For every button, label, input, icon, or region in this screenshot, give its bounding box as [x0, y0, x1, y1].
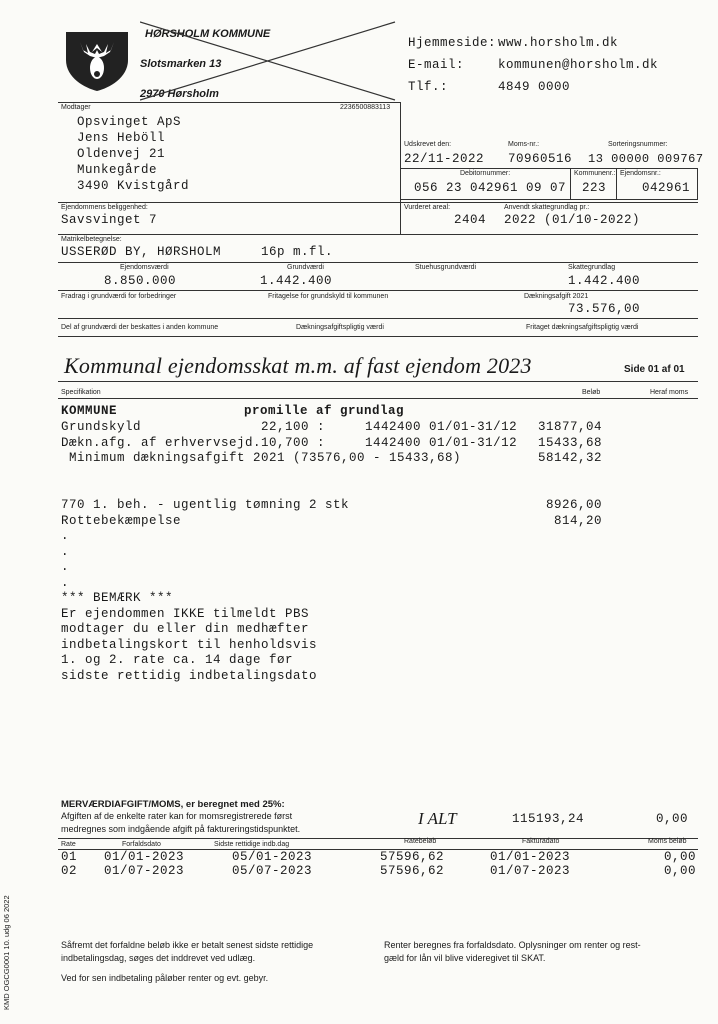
rate-cell: 0,00: [664, 850, 697, 864]
fakturadato-header: Fakturadato: [522, 838, 560, 845]
sender-name: HØRSHOLM KOMMUNE: [145, 28, 271, 40]
del-label: Del af grundværdi der beskattes i anden kommune: [61, 324, 219, 331]
skattegrundlag-pr-value: 2022 (01/10-2022): [504, 213, 641, 227]
udskrevet-label: Udskrevet den:: [404, 141, 452, 148]
web-value: www.horsholm.dk: [498, 36, 619, 50]
spec-line-text: .: [61, 560, 70, 574]
matrikel-label: Matrikelbetegnelse:: [61, 236, 122, 243]
spec-line-text: *** BEMÆRK ***: [61, 591, 174, 605]
footer-left-2: indbetalingsdag, søges det inddrevet ved udlæg.: [61, 953, 256, 963]
spec-line-text: Dækn.afg. af erhvervsejd.10,700 : 1442400 01/01-31/12: [61, 435, 518, 450]
daekning-value: 73.576,00: [568, 302, 641, 316]
rate-cell: 57596,62: [380, 864, 445, 878]
rate-cell: 57596,62: [380, 850, 445, 864]
spec-line-text: Rottebekæmpelse: [61, 513, 182, 528]
rate-cell: 0,00: [664, 864, 697, 878]
footer-right-2: gæld for lån vil blive videregivet til SKAT.: [384, 953, 546, 963]
spec-line-text: 1. og 2. rate ca. 14 dage før: [61, 653, 294, 667]
matrikel-value: USSERØD BY, HØRSHOLM 16p m.fl.: [61, 245, 334, 259]
kommune-value: 223: [582, 181, 607, 195]
footer-left-3: Ved for sen indbetaling påløber renter og evt. gebyr.: [61, 973, 269, 983]
ejendomsvaerdi-value: 8.850.000: [104, 274, 177, 288]
recipient-line: Jens Heböll: [77, 131, 166, 145]
ratebelob-header: Ratebeløb: [404, 838, 437, 845]
spec-section-right: promille af grundlag: [244, 404, 405, 418]
skattegrundlag-pr-label: Anvendt skattegrundlag pr.:: [504, 204, 590, 211]
total-amount: 115193,24: [512, 812, 585, 826]
moms-label: Moms-nr.:: [508, 141, 540, 148]
moms-value: 70960516: [508, 152, 573, 166]
kommune-label: Kommunenr.:: [574, 170, 616, 177]
footer-right-1: Renter beregnes fra forfaldsdato. Oplysninger om renter og rest-: [384, 940, 641, 950]
stuehus-label: Stuehusgrundværdi: [415, 264, 477, 271]
spec-line-text: Er ejendommen IKKE tilmeldt PBS: [61, 606, 310, 621]
recipient-line: 3490 Kvistgård: [77, 179, 190, 193]
location-label: Ejendommens beliggenhed:: [61, 204, 148, 211]
tel-label: Tlf.:: [408, 80, 449, 94]
fritagelse-label: Fritagelse for grundskyld til kommunen: [268, 293, 389, 300]
recipient-label: Modtager: [61, 104, 91, 111]
vat-title: MERVÆRDIAFGIFT/MOMS, er beregnet med 25%:: [61, 799, 285, 810]
area-value: 2404: [454, 213, 487, 227]
footer-left-1: Såfremt det forfaldne beløb ikke er betalt senest sidste rettidige: [61, 940, 314, 950]
daekning-label: Dækningsafgift 2021: [524, 293, 589, 300]
udskrevet-value: 22/11-2022: [404, 152, 485, 166]
moms-header: Heraf moms: [650, 389, 689, 396]
grundvaerdi-label: Grundværdi: [287, 264, 324, 271]
rate-cell: 01/07-2023: [490, 864, 571, 878]
forfald-header: Forfaldsdato: [122, 841, 161, 848]
spec-line-text: indbetalingskort til henholdsvis: [61, 637, 318, 652]
recipient-code: 2236500883113: [340, 104, 391, 111]
page-indicator: Side 01 af 01: [624, 364, 685, 375]
area-label: Vurderet areal:: [404, 204, 451, 211]
belob-header: Beløb: [582, 389, 601, 396]
spec-line-text: .: [61, 575, 70, 590]
rate-cell: 01/07-2023: [104, 864, 185, 878]
rate-cell: 05/07-2023: [232, 864, 313, 878]
ejendomsvaerdi-label: Ejendomsværdi: [120, 264, 169, 271]
sort-value: 13 00000 009767: [588, 152, 704, 166]
skattegrundlag-value: 1.442.400: [568, 274, 641, 288]
spec-line-text: Minimum dækningsafgift 2021 (73576,00 - 15433,68): [61, 451, 462, 465]
spec-line-amount: 15433,68: [537, 435, 602, 450]
recipient-line: Opsvinget ApS: [77, 115, 182, 129]
debitor-value: 056 23 042961 09 07: [414, 181, 567, 195]
rate-header: Rate: [61, 841, 76, 848]
spec-line-amount: 8926,00: [545, 498, 602, 512]
sort-label: Sorteringsnummer:: [608, 141, 668, 148]
spec-line-amount: 814,20: [553, 513, 602, 528]
vat-line2: medregnes som indgående afgift på faktureringstidspunktet.: [61, 824, 301, 834]
debitor-label: Debitornummer:: [460, 170, 511, 177]
rate-cell: 01/01-2023: [104, 850, 185, 864]
momsbelob-header: Moms beløb: [648, 838, 687, 845]
daekningspligtig-label: Dækningsafgiftspligtig værdi: [296, 324, 384, 331]
tel-value: 4849 0000: [498, 80, 571, 94]
rate-cell: 05/01-2023: [232, 850, 313, 864]
spec-header: Specifikation: [61, 389, 101, 396]
spec-line-text: modtager du eller din medhæfter: [61, 622, 310, 636]
form-code: KMD OGCG0001 10. udg 06 2022: [2, 895, 11, 1010]
grundvaerdi-value: 1.442.400: [260, 274, 333, 288]
cross-out-mark: [140, 20, 400, 102]
spec-line-text: .: [61, 544, 70, 559]
location-value: Savsvinget 7: [61, 213, 158, 227]
skattegrundlag-label: Skattegrundlag: [568, 264, 616, 271]
rate-cell: 01: [61, 850, 78, 864]
spec-section: KOMMUNE: [61, 404, 118, 418]
spec-line-amount: 31877,04: [537, 420, 602, 434]
rate-cell: 02: [61, 864, 78, 878]
recipient-line: Munkegårde: [77, 163, 158, 177]
email-label: E-mail:: [408, 58, 465, 72]
fradrag-label: Fradrag i grundværdi for forbedringer: [61, 293, 177, 300]
recipient-line: Oldenvej 21: [77, 147, 166, 161]
total-label: I ALT: [418, 809, 457, 828]
page-title: Kommunal ejendomsskat m.m. af fast ejendom 2023: [64, 353, 532, 378]
web-label: Hjemmeside:: [408, 36, 497, 50]
email-value: kommunen@horsholm.dk: [498, 58, 659, 72]
sender-street: Slotsmarken 13: [140, 58, 222, 70]
sender-city: 2970 Hørsholm: [140, 88, 219, 100]
spec-line-text: Grundskyld 22,100 : 1442400 01/01-31/12: [61, 420, 518, 434]
municipality-logo: [64, 30, 130, 92]
ejendom-label: Ejendomsnr.:: [620, 170, 661, 177]
spec-line-text: .: [61, 529, 70, 543]
spec-line-amount: 58142,32: [537, 451, 602, 465]
sidste-header: Sidste rettidige indb.dag: [214, 841, 290, 848]
total-moms: 0,00: [656, 812, 689, 826]
ejendom-value: 042961: [642, 181, 691, 195]
spec-line-text: 770 1. beh. - ugentlig tømning 2 stk: [61, 498, 350, 512]
spec-line-text: sidste rettidig indbetalingsdato: [61, 668, 318, 683]
vat-line1: Afgiften af de enkelte rater kan for momsregistrerede først: [61, 811, 293, 821]
rate-cell: 01/01-2023: [490, 850, 571, 864]
fritaget-label: Fritaget dækningsafgiftspligtig værdi: [526, 324, 639, 331]
